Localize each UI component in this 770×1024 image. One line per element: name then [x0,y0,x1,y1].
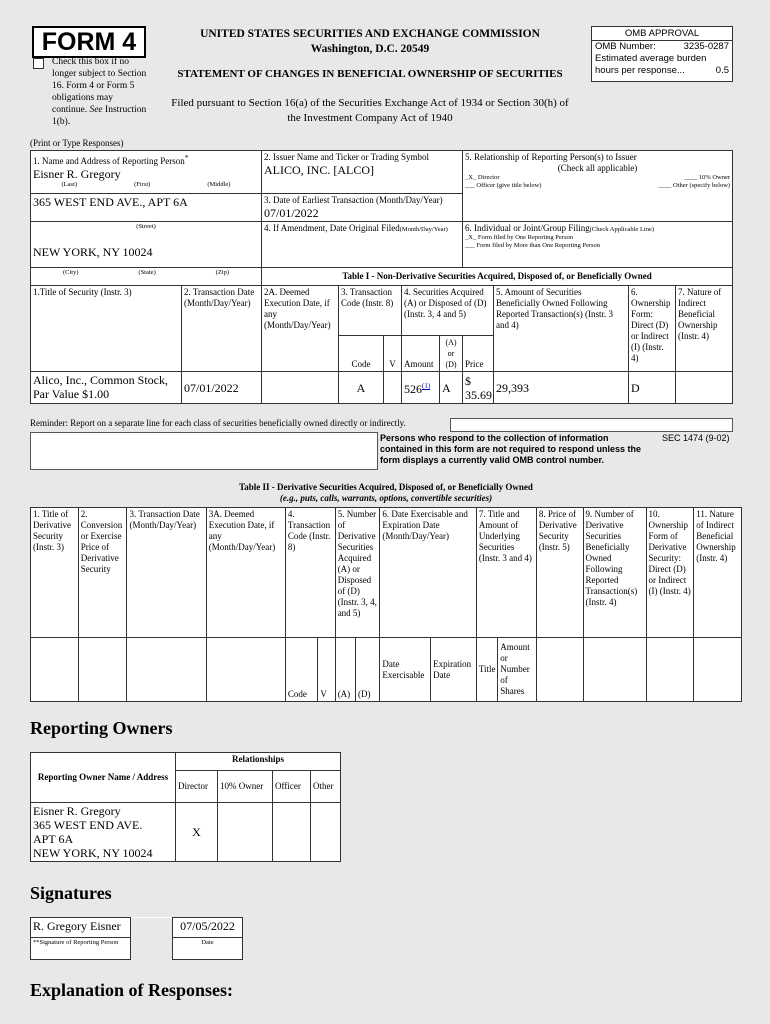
table2-title [30,482,742,504]
t1-h-code: 3. Transaction Code (Instr. 8) [339,286,402,336]
zip-label: (Zip) [215,269,230,276]
omb-title: OMB APPROVAL [592,27,732,41]
earliest-date-value: 07/01/2022 [264,206,319,220]
t1-h-title: 1.Title of Security (Instr. 3) [31,286,182,372]
relationship-cell [463,151,733,222]
owner-address-cell [31,803,176,862]
checkbox-instruction: Instruction 1(b). [52,105,147,127]
t1-row-nature [676,372,733,404]
last-label: (Last) [61,181,78,188]
t1-row-price: $ 35.69 [463,372,494,404]
omb-hours-value: 0.5 [715,65,729,76]
t2-h8: 8. Price of Derivative Security (Instr. 5) [536,508,583,638]
t2-sub-v: V [318,638,335,702]
t2-sub-d: (D) [356,638,380,702]
t1-sub-amount: Amount [402,336,440,372]
omb-approval-box [591,26,733,82]
indiv-more: ___ Form filed by More than One Reporting Person [465,242,601,249]
t2-h5: 5. Number of Derivative Securities Acquired (A) or Disposed of (D) (Instr. 3, 4, and 5) [335,508,380,638]
name-sublabels [33,181,259,189]
t2-h1: 1. Title of Derivative Security (Instr. 3) [31,508,79,638]
table-row [31,803,341,862]
reminder-input-box [450,418,733,432]
t2-h7: 7. Title and Amount of Underlying Securities (Instr. 3 and 4) [476,508,536,638]
rel-row-1 [465,174,730,182]
indiv-small: (Check Applicable Line) [589,226,655,233]
owner-addr1: 365 WEST END AVE. [33,818,143,832]
t1-sub-price: Price [463,336,494,372]
t1-sub-code: Code [339,336,384,372]
rel-other: ____ Other (specify below) [658,182,731,189]
signature-date: 07/05/2022 [173,918,243,938]
t1-h-owned: 5. Amount of Securities Beneficially Owned Following Reported Transaction(s) (Instr. 3 and 4) [494,286,629,372]
reporting-person-name-cell [31,151,262,194]
signature-date-label: Date [173,938,243,960]
reminder-text: Reminder: Report on a separate line for each class of securities beneficially owned directly or indirectly. [30,418,406,428]
table2 [30,507,742,702]
indiv-one: _X_ Form filed by One Reporting Person [465,234,573,241]
owner-addr3: NEW YORK, NY 10024 [33,846,153,860]
table2-subtitle: (e.g., puts, calls, warrants, options, convertible securities) [279,493,493,503]
t2-sub-exercisable: Date Exercisable [380,638,431,702]
relationship-label: 5. Relationship of Reporting Person(s) to Issuer [465,152,637,162]
t1-row-date: 07/01/2022 [182,372,262,404]
individual-filing-cell [463,222,733,268]
filed-line-2: the Investment Company Act of 1940 [287,112,453,124]
owners-col-director: Director [176,771,218,803]
t2-h2: 2. Conversion or Exercise Price of Derivative Security [78,508,127,638]
filed-pursuant [145,96,595,126]
sec-code: SEC 1474 (9-02) [662,433,730,443]
middle-label: (Middle) [207,181,231,188]
statement-title: STATEMENT OF CHANGES IN BENEFICIAL OWNERSHIP OF SECURITIES [177,68,563,80]
state-label: (State) [138,269,156,276]
name-star: * [184,153,189,162]
agency-name: UNITED STATES SECURITIES AND EXCHANGE COMMISSION [200,28,540,40]
owners-col-officer: Officer [273,771,311,803]
owner-director-mark: X [176,803,218,862]
explanation-heading: Explanation of Responses: [30,980,234,1000]
checkbox-text: Check this box if no longer subject to Section 16. Form 4 or Form 5 obligations may continue. [52,57,147,115]
relationship-check-note: (Check all applicable) [557,163,638,173]
city-value: NEW YORK, NY 10024 [33,245,153,259]
street-cell [31,194,262,222]
t1-h-form: 6. Ownership Form: Direct (D) or Indirect (I) (Instr. 4) [629,286,676,372]
t2-h10: 10. Ownership Form of Derivative Security: Direct (D) or Indirect (I) (Instr. 4) [646,508,694,638]
owner-name: Eisner R. Gregory [33,804,121,818]
name-label: 1. Name and Address of Reporting Person [33,156,185,166]
agency-location: Washington, D.C. 20549 [310,43,430,55]
street-value: 365 WEST END AVE., APT 6A [33,195,188,209]
t1-footnote-link[interactable]: (1) [422,382,431,390]
city-cell [31,222,262,268]
checkbox-description [52,56,150,128]
issuer-label: 2. Issuer Name and Ticker or Trading Symbol [264,152,430,162]
owner-addr2: APT 6A [33,832,74,846]
t1-h-securities: 4. Securities Acquired (A) or Disposed of (D) (Instr. 3, 4 and 5) [402,286,494,336]
owners-col-10: 10% Owner [218,771,273,803]
reporting-owners-heading: Reporting Owners [30,718,173,738]
reporting-person-name: Eisner R. Gregory [33,167,121,181]
t2-h9: 9. Number of Derivative Securities Beneficially Owned Following Reported Transaction(s) (Instr. 4) [583,508,646,638]
issuer-cell [262,151,463,194]
rel-director: _X_ Director [465,174,500,181]
t1-row-owned: 29,393 [494,372,629,404]
earliest-date-cell [262,194,463,222]
amendment-cell [262,222,463,268]
issuer-value: ALICO, INC. [ALCO] [264,163,375,177]
city-state-zip-labels [31,268,262,286]
omb-hours-row [592,65,732,77]
reporting-owners-table [30,752,341,862]
t1-h-nature: 7. Nature of Indirect Beneficial Ownership (Instr. 4) [676,286,733,372]
t2-sub-title: Title [476,638,497,702]
omb-burden-label: Estimated average burden [595,53,707,64]
omb-number-row [592,41,732,53]
part1-and-table1 [30,150,732,404]
t1-row-deemed [262,372,339,404]
checkbox-see: See [89,105,103,115]
rel-10-owner: ____ 10% Owner [684,174,731,181]
table1-title: Table I - Non-Derivative Securities Acquired, Disposed of, or Beneficially Owned [262,268,733,286]
owners-col-relationships: Relationships [176,753,341,771]
amendment-small: (Month/Day/Year) [399,226,448,233]
signature-name: R. Gregory Eisner [31,918,131,938]
t2-sub-a: (A) [335,638,355,702]
omb-number-value: 3235-0287 [683,41,729,52]
print-type-note: (Print or Type Responses) [30,138,124,148]
t1-row-title: Alico, Inc., Common Stock, Par Value $1.00 [31,372,182,404]
omb-number-label: OMB Number: [595,41,656,52]
signature-label: **Signature of Reporting Person [31,938,131,960]
t2-sub-code: Code [285,638,318,702]
t2-sub-amount: Amount or Number of Shares [498,638,537,702]
filed-line-1: Filed pursuant to Section 16(a) of the Securities Exchange Act of 1934 or Section 30(h) of [171,97,569,109]
omb-burden-row [592,53,732,65]
t2-h4: 4. Transaction Code (Instr. 8) [285,508,335,638]
t2-h3: 3. Transaction Date (Month/Day/Year) [127,508,206,638]
amendment-label: 4. If Amendment, Date Original Filed [264,223,400,233]
owners-col-other: Other [311,771,341,803]
t1-row-amount [402,372,440,404]
t2-sub-expiration: Expiration Date [431,638,477,702]
signatures-heading: Signatures [30,883,112,903]
first-label: (First) [134,181,151,188]
agency-header [160,27,580,57]
t1-h-deemed: 2A. Deemed Execution Date, if any (Month/Day/Year) [262,286,339,372]
t2-h6: 6. Date Exercisable and Expiration Date (Month/Day/Year) [380,508,476,638]
t1-row-v [384,372,402,404]
no-longer-subject-checkbox[interactable] [33,58,44,69]
t1-row-aord: A [440,372,463,404]
indiv-label: 6. Individual or Joint/Group Filing [465,223,590,233]
earliest-date-label: 3. Date of Earliest Transaction (Month/Day/Year) [264,195,443,205]
form-title: FORM 4 [32,26,146,58]
table-row [31,372,733,404]
t1-row-form: D [629,372,676,404]
t1-row-code: A [339,372,384,404]
rel-officer: ___ Officer (give title below) [465,182,542,189]
street-label: (Street) [136,223,156,230]
t1-h-date: 2. Transaction Date (Month/Day/Year) [182,286,262,372]
signatures-table [30,917,243,960]
t2-h11: 11. Nature of Indirect Beneficial Ownership (Instr. 4) [694,508,742,638]
t2-h3a: 3A. Deemed Execution Date, if any (Month/Day/Year) [206,508,285,638]
t1-amount-value: 526 [404,382,423,396]
t1-sub-aord: (A) or (D) [440,336,463,372]
owners-col-name: Reporting Owner Name / Address [31,753,176,803]
omb-hours-label: hours per response... [595,65,685,76]
city-label: (City) [62,269,79,276]
table2-title-text: Table II - Derivative Securities Acquired, Disposed of, or Beneficially Owned [239,482,533,492]
rel-row-2 [465,182,730,190]
persons-left-box [30,432,378,470]
persons-notice: Persons who respond to the collection of information contained in this form are not required to respond unless the form displays a currently valid OMB control number. [380,433,642,465]
t1-sub-v: V [384,336,402,372]
